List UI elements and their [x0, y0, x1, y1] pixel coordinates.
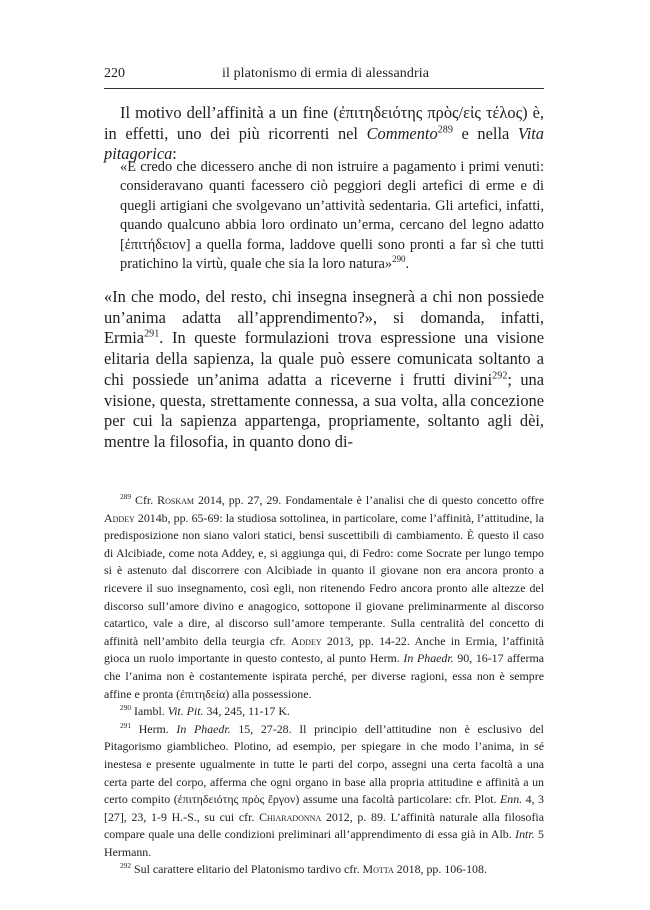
work-title: In Phaedr. — [403, 651, 454, 666]
text-run: ) assume una facoltà particolare: cfr. Plot. — [295, 792, 501, 807]
work-title: Vit. Pit. — [167, 704, 204, 719]
author-name: Addey — [104, 510, 135, 525]
paragraph-1 — [104, 103, 544, 165]
footnote-289 — [104, 492, 544, 703]
footnote-292 — [104, 861, 544, 879]
text-run: 2012, p. 89. L’affinità naturale alla filosofia compare quale una delle condizioni preliminari all’apprendimento di essa già in Alb. — [104, 809, 545, 842]
text-run: . In queste formulazioni trova espressione una visione elitaria della sapienza, la quale può essere comunicata soltanto a chi possiede un’anima adatta a riceverne i frutti divini — [104, 328, 544, 389]
text-run: 15, 27-28. Il principio dell’attitudine non è esclusivo del Pitagorismo giamblicheo. Plotino, ad esempio, per spiegare in che modo l’anima, in sé inestesa e presente ugualmente in tutte le parti del corpo, assegni una certa facoltà a una certa parte del corpo, afferma che ogni organo in base alla propria attitudine e affinità a un certo compito ( — [104, 721, 544, 807]
text-run: 5 Hermann. — [104, 827, 544, 859]
text-run: Il motivo dell’affinità a un fine ( — [120, 103, 339, 122]
work-title: Commento — [366, 123, 438, 143]
greek-term: ἐπιτηδειότης πρὸς ἔργον — [177, 792, 296, 807]
work-title: Vita pitagorica — [104, 123, 545, 164]
work-title: In Phaedr. — [176, 721, 231, 736]
text-run: 2018, pp. 106-108. — [393, 862, 487, 877]
text-run: 4, 3 [27], 23, 1-9 H.-S., su cui cfr. — [104, 792, 545, 824]
footnote-marker-292[interactable]: 292 — [492, 370, 508, 382]
text-run: 2013, pp. 14-22. Anche in Ermia, l’affinità gioca un ruolo importante in questo contesto, al punto Herm. — [104, 633, 544, 666]
text-run: Cfr. — [131, 493, 158, 507]
text-run: e nella — [452, 123, 518, 143]
running-header — [104, 66, 544, 88]
paragraph-2 — [104, 287, 544, 453]
footnote-290 — [104, 703, 544, 721]
greek-term: ἐπιτηδειότης πρὸς/εἰς τέλος — [338, 103, 523, 122]
text-run: Herm. — [131, 721, 177, 736]
text-run: 2014b, pp. 65-69: la studiosa sottolinea, in particolare, come l’affinità, l’attitudine, la predisposizione non siano valori statici, bensì suscettibili di cambiamento. È questo il caso di Alcibiade, come nota Addey, e, si aggiunga qui, di Fedro: come Socrate per lungo tempo si è astenuto dal discorrere con Alcibiade in quanto il giovane non era ancora pronto a ricevere il suo insegnamento, così egli, non ritenendo Fedro ancora pronto alle altezze del discorso sull’amore divino e anagogico, sottopone il giovane preliminarmente al discorso catartico, vale a dire, al discorso sull’amore temperante. Sulla centralità del concetto di affinità nell’ambito della teurgia cfr. — [104, 510, 544, 648]
text-run: ) alla possessione. — [225, 686, 312, 701]
footnote-marker-290[interactable]: 290 — [392, 254, 406, 265]
text-run: . — [405, 256, 410, 273]
text-run: ; una visione, questa, strettamente connessa, a sua volta, alla concezione per cui la sapienza appartenga, propriamente, soltanto agli dèi, mentre la filosofia, in quanto dono di- — [104, 369, 544, 451]
text-run: «E credo che dicessero anche di non istruire a pagamento i primi venuti: consideravano quanti facessero ciò peggiori degli artefici di erme e di quegli artigiani che svolgevano un’attività sedentaria. Gli artefici, infatti, quando qualcuno abbia loro ordinato un’erma, cercano del legno adatto [ — [120, 159, 544, 253]
block-quote — [120, 158, 544, 274]
page-number: 220 — [104, 66, 125, 81]
footnote-number: 289 — [120, 492, 132, 502]
text-run: 2014, pp. 27, 29. Fondamentale è l’analisi che di questo concetto offre — [194, 493, 544, 507]
author-name: Chiaradonna — [259, 809, 322, 824]
footnote-marker-289[interactable]: 289 — [437, 124, 453, 136]
running-title: il platonismo di ermia di alessandria — [222, 66, 430, 81]
footnote-number: 291 — [120, 720, 132, 730]
author-name: Roskam — [157, 493, 194, 507]
header-rule — [104, 88, 544, 89]
text-run: 90, 16-17 afferma che l’anima non è costantemente ispirata perché, per diverse ragioni, essa non è sempre affine e pronta ( — [104, 651, 544, 701]
text-run: ] a quella forma, laddove quelli sono pronti a far sì che tutti pratichino la virtù, quale che sia la loro natura» — [120, 236, 544, 273]
greek-term: ἐπιτήδειον — [124, 236, 186, 253]
text-run: 34, 245, 11-17 K. — [203, 704, 290, 719]
author-name: Motta — [362, 862, 394, 877]
greek-term: ἐπιτηδεία — [180, 686, 226, 701]
footnote-291 — [104, 721, 544, 862]
footnote-marker-291[interactable]: 291 — [144, 328, 160, 340]
footnotes — [104, 492, 544, 879]
author-name: Addey — [290, 633, 322, 648]
footnote-number: 292 — [120, 861, 132, 871]
footnote-number: 290 — [120, 703, 132, 713]
text-run: : — [172, 144, 177, 164]
text-run: Sul carattere elitario del Platonismo tardivo cfr. — [131, 862, 363, 877]
text-run: Iambl. — [131, 704, 168, 719]
text-run: «In che modo, del resto, chi insegna insegnerà a chi non possiede un’anima adatta all’apprendimento?», si domanda, infatti, Ermia — [104, 287, 544, 348]
work-title: Enn. — [500, 792, 523, 807]
work-title: Intr. — [515, 827, 535, 842]
text-run: ) è, in effetti, uno dei più ricorrenti nel — [104, 103, 544, 143]
